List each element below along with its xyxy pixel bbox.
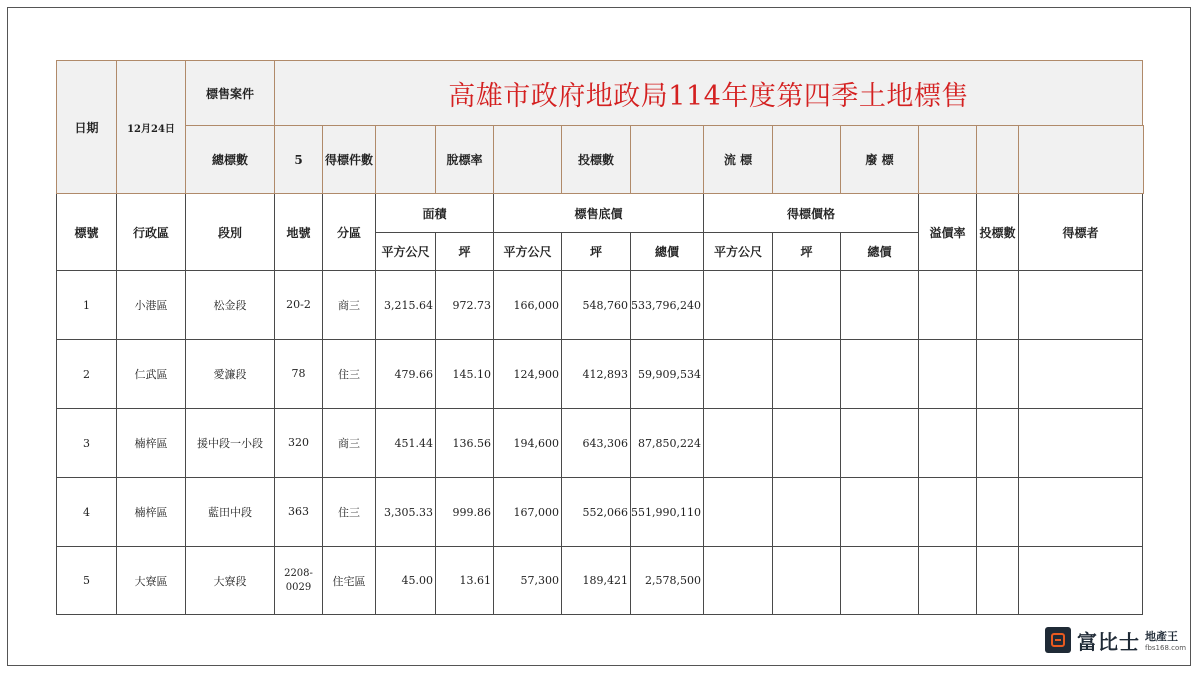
fail-value [773, 126, 841, 194]
table-row [57, 478, 1144, 547]
col-premium: 溢價率 [919, 194, 977, 271]
win-total [841, 478, 919, 547]
district: 小港區 [117, 271, 186, 340]
area-sqm: 45.00 [376, 547, 436, 615]
parcel: 20-2 [275, 271, 323, 340]
col-area-group: 面積 [376, 194, 494, 233]
col-win-total: 總價 [841, 233, 919, 271]
lot-no: 4 [57, 478, 117, 547]
zone: 商三 [323, 409, 376, 478]
floor-sqm: 167,000 [494, 478, 562, 547]
winner [1019, 547, 1143, 615]
winner [1019, 478, 1143, 547]
section: 藍田中段 [186, 478, 275, 547]
zone: 商三 [323, 271, 376, 340]
col-win-sqm: 平方公尺 [704, 233, 773, 271]
bids-value [631, 126, 704, 194]
win-total [841, 409, 919, 478]
col-floor-total: 總價 [631, 233, 704, 271]
blank-cell [977, 126, 1019, 194]
won-value [376, 126, 436, 194]
floor-total: 87,850,224 [631, 409, 704, 478]
table-row [57, 340, 1144, 409]
bid-count [977, 478, 1019, 547]
area-ping: 999.86 [436, 478, 494, 547]
district: 楠梓區 [117, 478, 186, 547]
brand-name: 富比士 [1077, 629, 1140, 654]
parcel: 320 [275, 409, 323, 478]
col-floor-sqm: 平方公尺 [494, 233, 562, 271]
col-area-sqm: 平方公尺 [376, 233, 436, 271]
win-sqm [704, 547, 773, 615]
win-sqm [704, 271, 773, 340]
brand-sub: 地產王 [1145, 630, 1178, 643]
table-row [57, 271, 1144, 340]
win-ping [773, 547, 841, 615]
total-value: 5 [275, 126, 323, 194]
premium [919, 478, 977, 547]
table-row [57, 409, 1144, 478]
col-bid-count: 投標數 [977, 194, 1019, 271]
area-ping: 136.56 [436, 409, 494, 478]
col-lot-no: 標號 [57, 194, 117, 271]
district: 大寮區 [117, 547, 186, 615]
parcel: 78 [275, 340, 323, 409]
floor-ping: 552,066 [562, 478, 631, 547]
win-ping [773, 409, 841, 478]
premium [919, 547, 977, 615]
floor-sqm: 194,600 [494, 409, 562, 478]
win-ping [773, 478, 841, 547]
lot-no: 2 [57, 340, 117, 409]
win-sqm [704, 409, 773, 478]
col-section: 段別 [186, 194, 275, 271]
win-total [841, 547, 919, 615]
lot-no: 1 [57, 271, 117, 340]
floor-ping: 548,760 [562, 271, 631, 340]
total-label: 總標數 [186, 126, 275, 194]
floor-total: 2,578,500 [631, 547, 704, 615]
brand-mark-icon [1045, 627, 1071, 653]
zone: 住三 [323, 340, 376, 409]
bid-count [977, 409, 1019, 478]
section: 松金段 [186, 271, 275, 340]
premium [919, 340, 977, 409]
bid-count [977, 271, 1019, 340]
col-winner: 得標者 [1019, 194, 1143, 271]
area-sqm: 451.44 [376, 409, 436, 478]
brand-url: fbs168.com [1145, 644, 1187, 652]
premium [919, 409, 977, 478]
floor-ping: 189,421 [562, 547, 631, 615]
rate-label: 脫標率 [436, 126, 494, 194]
fail-label: 流 標 [704, 126, 773, 194]
void-value [919, 126, 977, 194]
col-win-group: 得標價格 [704, 194, 919, 233]
win-total [841, 271, 919, 340]
floor-total: 59,909,534 [631, 340, 704, 409]
land-auction-table [56, 60, 1144, 615]
date-value: 12月24日 [117, 61, 186, 194]
table-row [57, 547, 1144, 615]
win-ping [773, 340, 841, 409]
floor-total: 551,990,110 [631, 478, 704, 547]
winner [1019, 271, 1143, 340]
bids-label: 投標數 [562, 126, 631, 194]
win-sqm [704, 478, 773, 547]
premium [919, 271, 977, 340]
parcel: 2208-0029 [275, 547, 323, 615]
bid-count [977, 547, 1019, 615]
col-district: 行政區 [117, 194, 186, 271]
lot-no: 3 [57, 409, 117, 478]
col-zone: 分區 [323, 194, 376, 271]
district: 仁武區 [117, 340, 186, 409]
col-win-ping: 坪 [773, 233, 841, 271]
page-title: 高雄市政府地政局114年度第四季土地標售 [275, 61, 1143, 126]
floor-ping: 643,306 [562, 409, 631, 478]
winner [1019, 409, 1143, 478]
win-ping [773, 271, 841, 340]
col-area-ping: 坪 [436, 233, 494, 271]
district: 楠梓區 [117, 409, 186, 478]
col-floor-group: 標售底價 [494, 194, 704, 233]
area-ping: 972.73 [436, 271, 494, 340]
section: 援中段一小段 [186, 409, 275, 478]
area-ping: 145.10 [436, 340, 494, 409]
win-sqm [704, 340, 773, 409]
floor-ping: 412,893 [562, 340, 631, 409]
blank-cell [1019, 126, 1144, 194]
winner [1019, 340, 1143, 409]
zone: 住三 [323, 478, 376, 547]
brand-logo [1045, 625, 1186, 655]
zone: 住宅區 [323, 547, 376, 615]
case-label: 標售案件 [186, 61, 275, 126]
section: 愛濂段 [186, 340, 275, 409]
won-label: 得標件數 [323, 126, 376, 194]
area-sqm: 3,215.64 [376, 271, 436, 340]
win-total [841, 340, 919, 409]
void-label: 廢 標 [841, 126, 919, 194]
area-ping: 13.61 [436, 547, 494, 615]
area-sqm: 3,305.33 [376, 478, 436, 547]
date-label: 日期 [57, 61, 117, 194]
floor-sqm: 57,300 [494, 547, 562, 615]
col-floor-ping: 坪 [562, 233, 631, 271]
bid-count [977, 340, 1019, 409]
floor-sqm: 166,000 [494, 271, 562, 340]
area-sqm: 479.66 [376, 340, 436, 409]
floor-sqm: 124,900 [494, 340, 562, 409]
section: 大寮段 [186, 547, 275, 615]
rate-value [494, 126, 562, 194]
lot-no: 5 [57, 547, 117, 615]
floor-total: 533,796,240 [631, 271, 704, 340]
col-parcel: 地號 [275, 194, 323, 271]
parcel: 363 [275, 478, 323, 547]
